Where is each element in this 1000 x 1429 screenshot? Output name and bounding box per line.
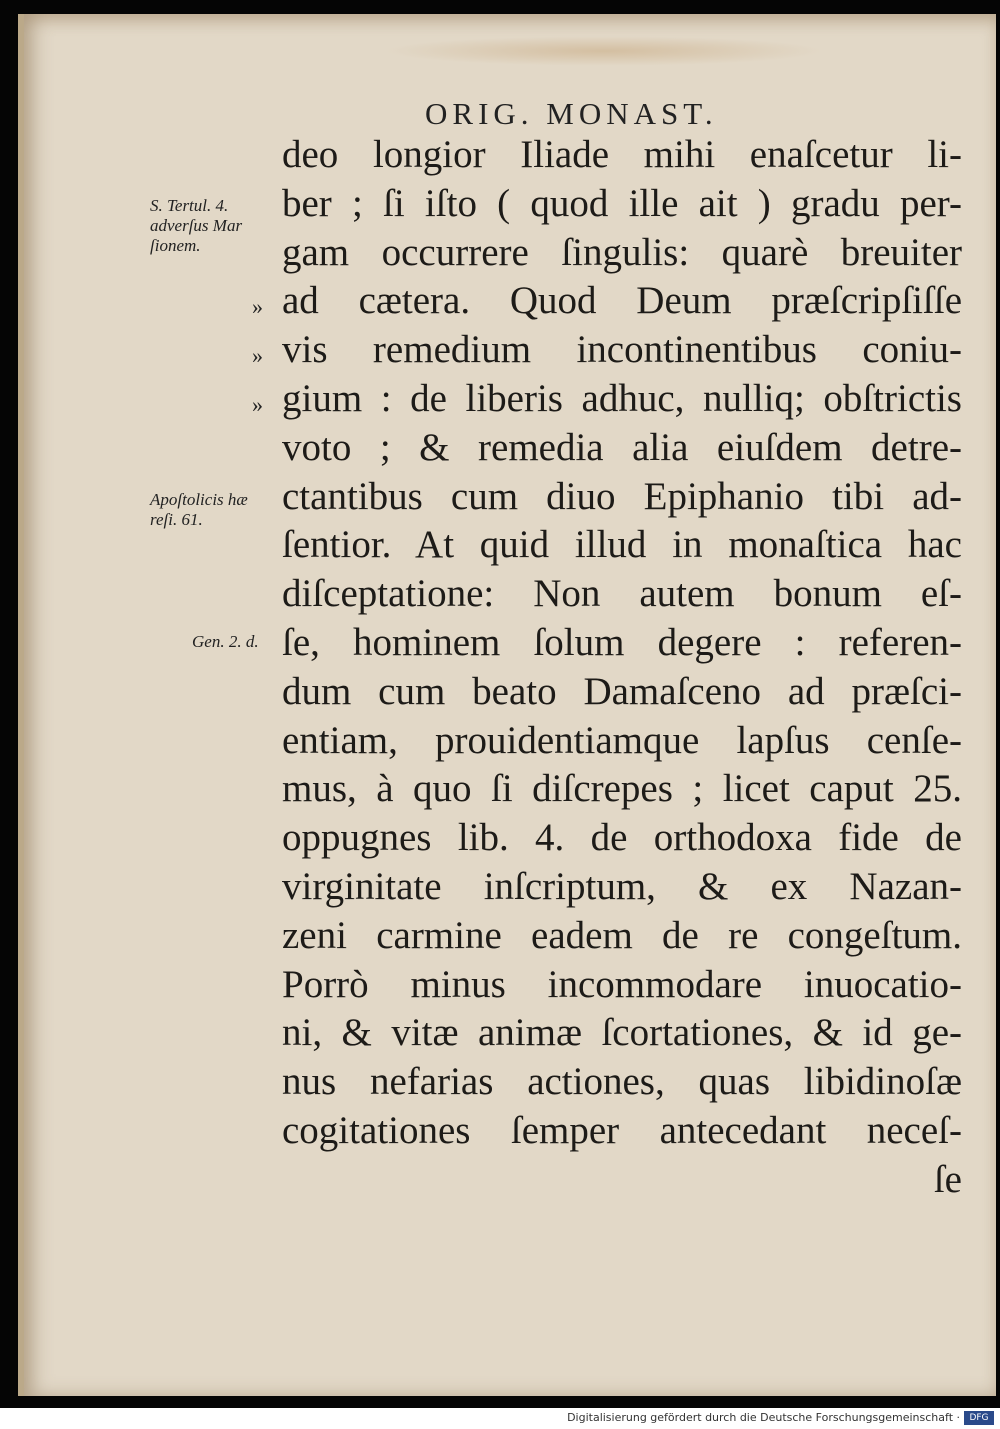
text-line: ber ; ſi iſto ( quod ille ait ) gradu per- <box>282 181 962 225</box>
text-line: mus, à quo ſi diſcrepes ; licet caput 25. <box>282 767 962 811</box>
quote-mark: » <box>252 343 263 368</box>
text-line: zeni carmine eadem de re congeſtum. <box>282 913 962 957</box>
text-line: gam occurrere ſingulis: quarè breuiter <box>282 230 962 274</box>
text-line: gium : de liberis adhuc, nulliq; obſtrictis <box>282 376 962 420</box>
catchword: ſe <box>933 1157 962 1201</box>
running-head: ORIG. MONAST. <box>425 96 718 131</box>
dfg-logo-icon: DFG <box>964 1411 994 1425</box>
text-line: ni, & vitæ animæ ſcortationes, & id ge- <box>282 1011 962 1055</box>
text-line: dum cum beato Damaſceno ad præſci- <box>282 669 962 713</box>
text-line: ſe, hominem ſolum degere : referen- <box>282 620 962 664</box>
text-line: ad cætera. Quod Deum præſcripſiſſe <box>282 279 962 323</box>
margin-note-genesis: Gen. 2. d. <box>192 632 259 651</box>
paper-stain <box>384 36 824 66</box>
body-text <box>282 131 962 1205</box>
text-line: ctantibus cum diuo Epiphanio tibi ad- <box>282 474 962 518</box>
text-line: oppugnes lib. 4. de orthodoxa fide de <box>282 816 962 860</box>
text-line: Porrò minus incommodare inuocatio- <box>282 962 962 1006</box>
text-line: diſceptatione: Non autem bonum eſ- <box>282 572 962 616</box>
margin-note-apostolicis: Apoſtolicis hæ reſi. 61. <box>150 490 248 529</box>
text-line: ſentior. At quid illud in monaſtica hac <box>282 523 962 567</box>
text-line: virginitate inſcriptum, & ex Nazan- <box>282 864 962 908</box>
margin-note-tertullian: S. Tertul. 4. adverſus Mar ſionem. <box>150 196 243 255</box>
text-line: vis remedium incontinentibus coniu- <box>282 328 962 372</box>
text-line: cogitationes ſemper antecedant neceſ- <box>282 1108 962 1152</box>
footer-credit: Digitalisierung gefördert durch die Deutsche Forschungsgemeinschaft · <box>567 1411 960 1424</box>
text-line: entiam, prouidentiamque lapſus cenſe- <box>282 718 962 762</box>
footer-bar <box>0 1408 1000 1429</box>
text-line: deo longior Iliade mihi enaſcetur li- <box>282 133 962 176</box>
text-line: nus nefarias actiones, quas libidinoſæ <box>282 1060 962 1104</box>
quote-mark: » <box>252 392 263 417</box>
quote-mark: » <box>252 294 263 319</box>
text-line: voto ; & remedia alia eiuſdem detre- <box>282 425 962 469</box>
